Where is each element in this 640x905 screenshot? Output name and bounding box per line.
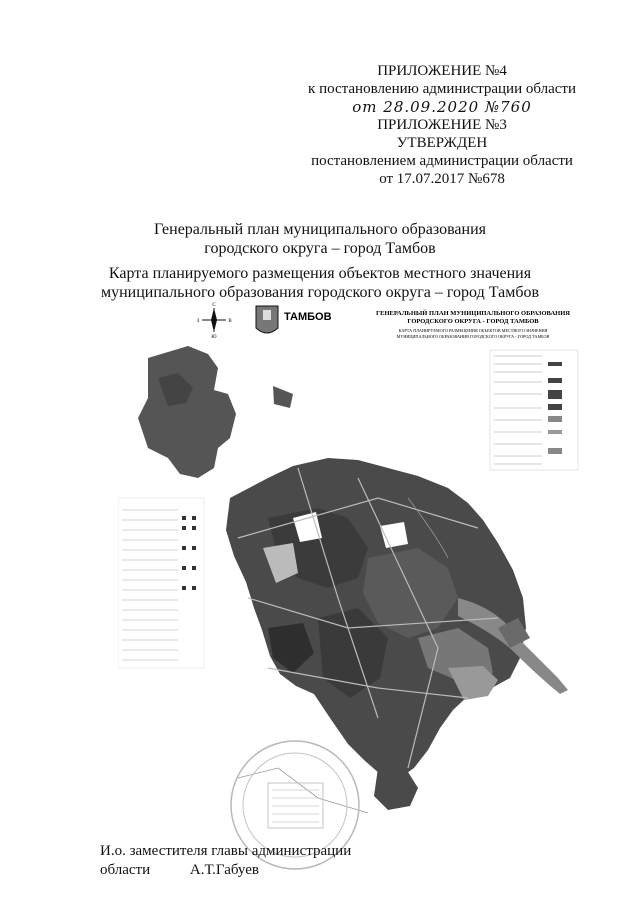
to-resolution-label: к постановлению администрации области: [308, 81, 576, 97]
appendix-4-label: ПРИЛОЖЕНИЕ №4: [377, 63, 507, 79]
title-line-1: Генеральный план муниципального образования: [154, 221, 486, 238]
territory-northwest: [138, 346, 236, 478]
title-line-4: муниципального образования городского округа – город Тамбов: [100, 284, 540, 301]
signature-region-label: области: [100, 862, 151, 878]
compass-s: Ю: [211, 335, 217, 340]
plan-title-2: ГОРОДСКОГО ОКРУГА - ГОРОД ТАМБОВ: [407, 318, 539, 325]
signatory-name: А.Т.Габуев: [189, 862, 259, 878]
plan-title-1: ГЕНЕРАЛЬНЫЙ ПЛАН МУНИЦИПАЛЬНОГО ОБРАЗОВАНИЯ: [376, 310, 570, 317]
signature-line-2: [100, 861, 259, 880]
map-city-label: ТАМБОВ: [284, 311, 332, 323]
approved-by-label: постановлением администрации области: [311, 153, 573, 169]
legend-left: [118, 498, 204, 668]
compass-w: З: [196, 319, 200, 324]
signature-line-1: И.о. заместителя главы администрации: [100, 843, 352, 859]
approved-label: УТВЕРЖДЕН: [396, 135, 488, 151]
appendix-header: [308, 62, 576, 188]
appendix-3-label: ПРИЛОЖЕНИЕ №3: [377, 117, 507, 133]
plan-title-block: [376, 309, 570, 339]
compass-n: С: [212, 303, 216, 308]
document-title: [0, 220, 640, 302]
compass-e: В: [228, 319, 232, 324]
map-title-1: КАРТА ПЛАНИРУЕМОГО РАЗМЕЩЕНИЯ ОБЪЕКТОВ МЕСТНОГО ЗНАЧЕНИЯ: [398, 328, 548, 333]
compass-rose: [197, 303, 233, 340]
original-resolution-date: от 17.07.2017 №678: [379, 171, 505, 187]
handwritten-date-number: от 28.09.2020 №760: [352, 98, 532, 116]
coat-of-arms-icon: [256, 306, 278, 333]
legend-right: [490, 350, 578, 470]
territory-south: [374, 768, 418, 810]
map-title-2: МУНИЦИПАЛЬНОГО ОБРАЗОВАНИЯ ГОРОДСКОГО ОКРУГА - ГОРОД ТАМБОВ: [396, 334, 550, 339]
title-line-2: городского округа – город Тамбов: [204, 240, 436, 257]
title-line-3: Карта планируемого размещения объектов местного значения: [108, 265, 532, 282]
